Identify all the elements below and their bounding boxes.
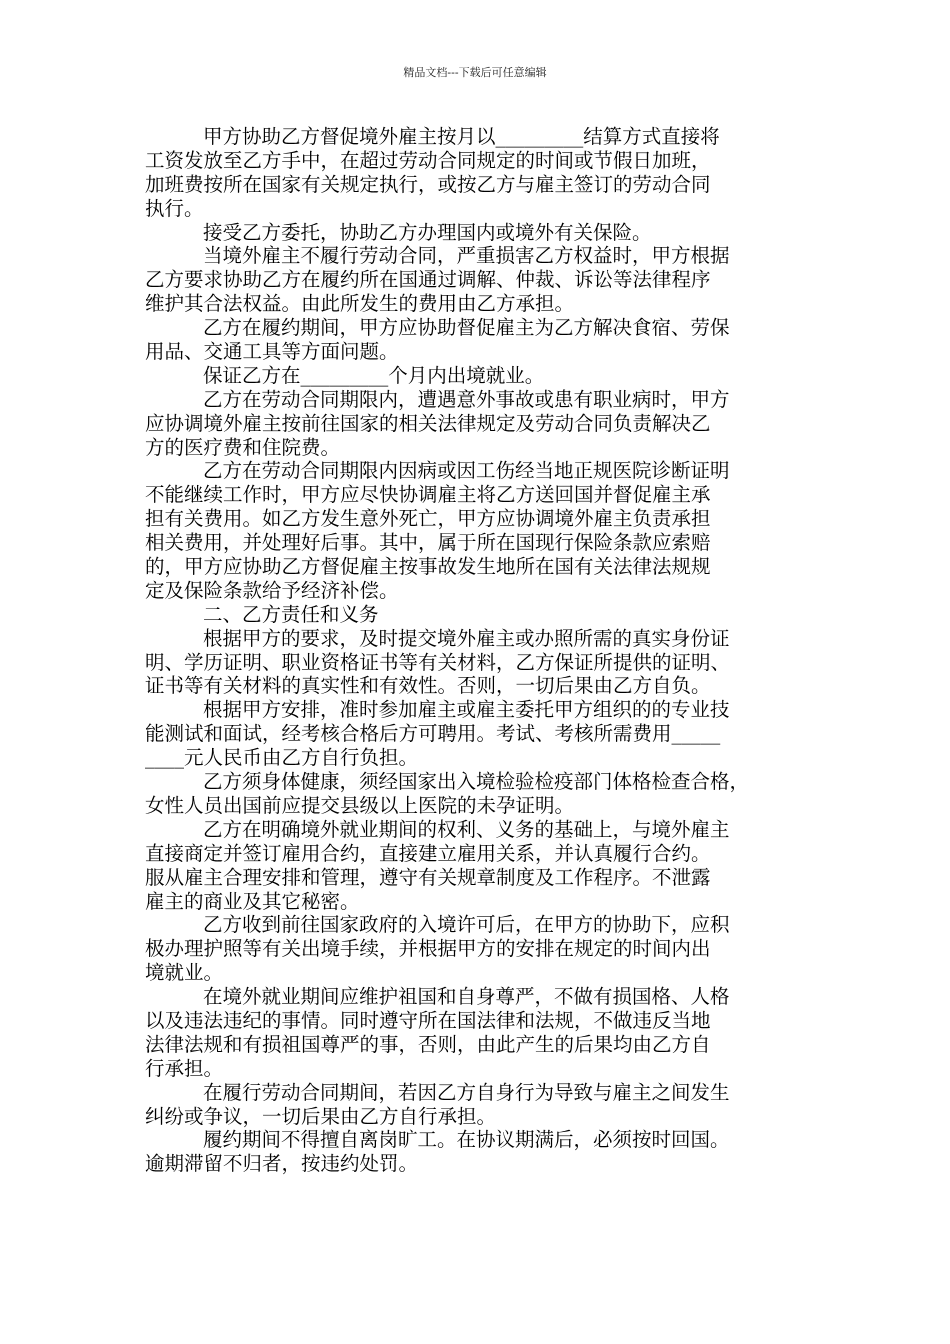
paragraph-line: 雇主的商业及其它秘密。: [145, 889, 360, 913]
paragraph-line: 明、学历证明、职业资格证书等有关材料，乙方保证所提供的证明、: [145, 650, 731, 674]
paragraph-line: 执行。: [145, 196, 204, 220]
paragraph-first-line: 乙方在劳动合同期限内，遭遇意外事故或患有职业病时，甲方: [203, 387, 730, 411]
paragraph-line: 维护其合法权益。由此所发生的费用由乙方承担。: [145, 292, 575, 316]
paragraph-first-line: 乙方在明确境外就业期间的权利、义务的基础上，与境外雇主: [203, 817, 730, 841]
paragraph-line: 方的医疗费和住院费。: [145, 435, 341, 459]
paragraph-line: 逾期滞留不归者，按违约处罚。: [145, 1152, 419, 1176]
paragraph-first-line: 在履行劳动合同期间，若因乙方自身行为导致与雇主之间发生: [203, 1080, 730, 1104]
paragraph-line: 极办理护照等有关出境手续，并根据甲方的安排在规定的时间内出: [145, 937, 711, 961]
paragraph-first-line: 甲方协助乙方督促境外雇主按月以_________结算方式直接将: [203, 125, 720, 148]
paragraph-first-line: 保证乙方在_________个月内出境就业。: [203, 363, 545, 387]
paragraph-first-line: 履约期间不得擅自离岗旷工。在协议期满后，必须按时回国。: [203, 1128, 730, 1152]
paragraph-line: 能测试和面试，经考核合格后方可聘用。考试、考核所需费用_____: [145, 722, 721, 746]
paragraph-line: ____元人民币由乙方自行负担。: [145, 746, 419, 770]
paragraph-line: 境就业。: [145, 961, 224, 985]
paragraph-line: 服从雇主合理安排和管理，遵守有关规章制度及工作程序。不泄露: [145, 865, 711, 889]
paragraph-first-line: 二、乙方责任和义务: [203, 602, 379, 626]
paragraph-line: 证书等有关材料的真实性和有效性。否则，一切后果由乙方自负。: [145, 674, 711, 698]
paragraph-first-line: 接受乙方委托，协助乙方办理国内或境外有关保险。: [203, 220, 652, 244]
paragraph-line: 加班费按所在国家有关规定执行，或按乙方与雇主签订的劳动合同: [145, 172, 711, 196]
paragraph-line: 用品、交通工具等方面问题。: [145, 340, 399, 364]
paragraph-line: 应协调境外雇主按前往国家的相关法律规定及劳动合同负责解决乙: [145, 411, 711, 435]
paragraph-first-line: 根据甲方的要求，及时提交境外雇主或办照所需的真实身份证: [203, 626, 730, 650]
paragraph-line: 的，甲方应协助乙方督促雇主按事故发生地所在国有关法律法规规: [145, 555, 711, 579]
paragraph-first-line: 乙方须身体健康，须经国家出入境检验检疫部门体格检查合格，: [203, 770, 750, 794]
paragraph-line: 不能继续工作时，甲方应尽快协调雇主将乙方送回国并督促雇主承: [145, 483, 711, 507]
paragraph-first-line: 当境外雇主不履行劳动合同，严重损害乙方权益时，甲方根据: [203, 244, 730, 268]
paragraph-line: 乙方要求协助乙方在履约所在国通过调解、仲裁、诉讼等法律程序: [145, 268, 711, 292]
page-header: 精品文档---下载后可任意编辑: [403, 66, 547, 79]
document-body: [145, 125, 810, 1176]
paragraph-line: 定及保险条款给予经济补偿。: [145, 578, 399, 602]
paragraph-line: 相关费用，并处理好后事。其中，属于所在国现行保险条款应索赔: [145, 531, 711, 555]
paragraph-first-line: 乙方在履约期间，甲方应协助督促雇主为乙方解决食宿、劳保: [203, 316, 730, 340]
paragraph-line: 工资发放至乙方手中，在超过劳动合同规定的时间或节假日加班，: [145, 148, 711, 172]
paragraph-line: 担有关费用。如乙方发生意外死亡，甲方应协调境外雇主负责承担: [145, 507, 711, 531]
paragraph-line: 行承担。: [145, 1056, 224, 1080]
paragraph-line: 女性人员出国前应提交县级以上医院的未孕证明。: [145, 793, 575, 817]
paragraph-first-line: 在境外就业期间应维护祖国和自身尊严，不做有损国格、人格: [203, 985, 730, 1009]
paragraph-first-line: 乙方收到前往国家政府的入境许可后，在甲方的协助下，应积: [203, 913, 730, 937]
paragraph-line: 以及违法违纪的事情。同时遵守所在国法律和法规，不做违反当地: [145, 1008, 711, 1032]
paragraph-first-line: 乙方在劳动合同期限内因病或因工伤经当地正规医院诊断证明: [203, 459, 730, 483]
paragraph-line: 直接商定并签订雇用合约，直接建立雇用关系，并认真履行合约。: [145, 841, 711, 865]
paragraph-line: 法律法规和有损祖国尊严的事，否则，由此产生的后果均由乙方自: [145, 1032, 711, 1056]
paragraph-line: 纠纷或争议，一切后果由乙方自行承担。: [145, 1104, 497, 1128]
paragraph-first-line: 根据甲方安排，准时参加雇主或雇主委托甲方组织的的专业技: [203, 698, 730, 722]
